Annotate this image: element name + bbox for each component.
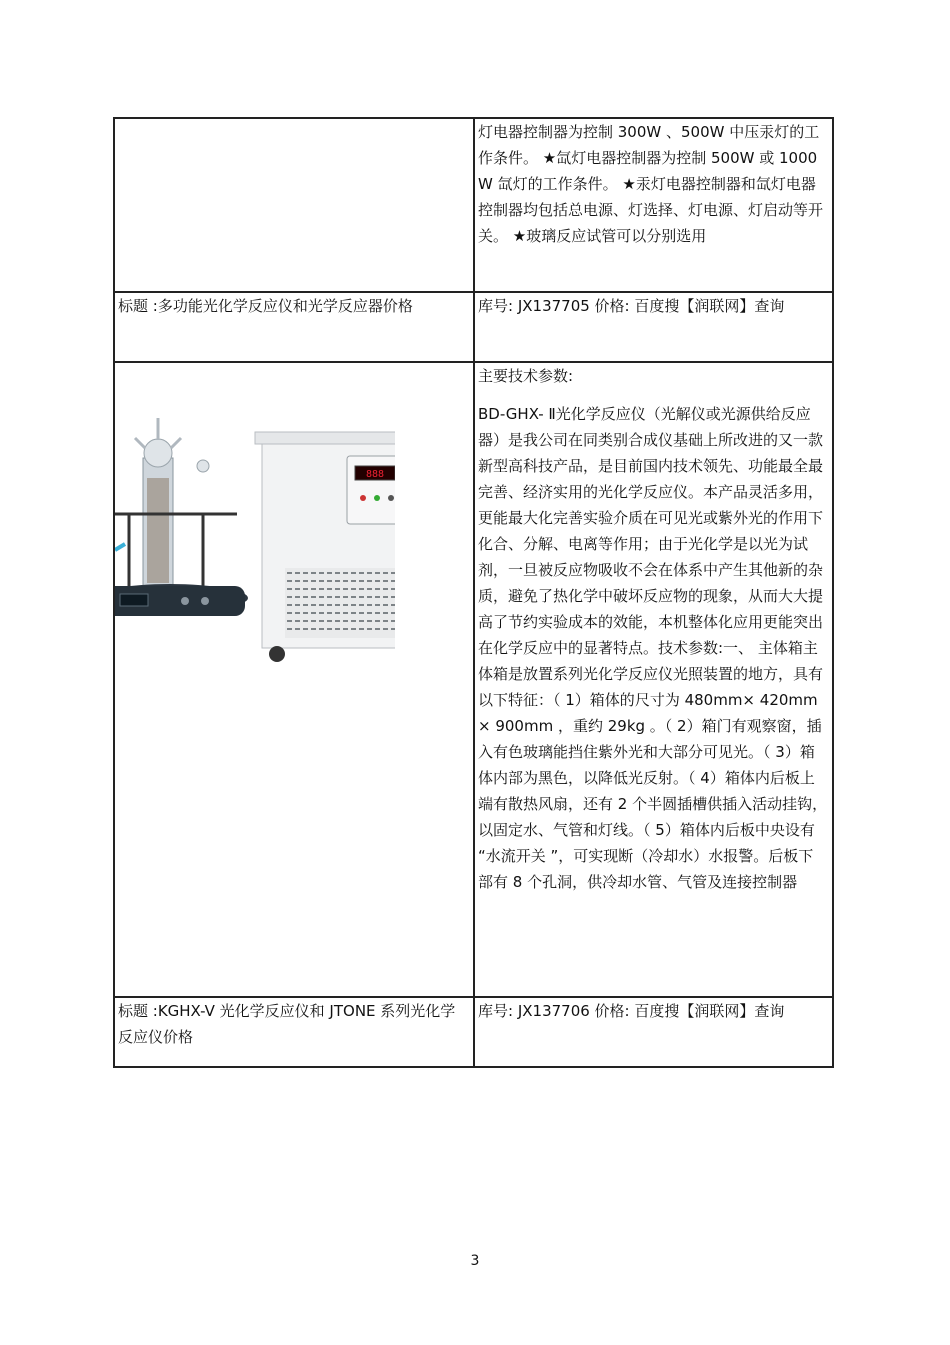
table-row	[114, 292, 833, 362]
spec-body-text: BD-GHX- Ⅱ光化学反应仪（光解仪或光源供给反应器）是我公司在同类别合成仪基础上所改进的又一款新型高科技产品，是目前国内技术领先、功能最全最完善、经济实用的光化学反应仪。本产品灵活多用，更能最大化完善实验介质在可见光或紫外光的作用下化合、分解、电离等作用；由于光化学是以光为试剂，一旦被反应物吸收不会在体系中产生其他新的杂质，避免了热化学中破坏反应物的现象，从而大大提高了节约实验成本的效能，本机整体化应用更能突出在化学反应中的显著特点。技术参数:一、 主体箱主体箱是放置系列光化学反应仪光照装置的地方，具有以下特征：（ 1）箱体的尺寸为 480mm× 420mm× 900mm ，重约 29kg 。（ 2）箱门有观察窗，插入有色玻璃能挡住紫外光和大部分可见光。（ 3）箱体内部为黑色，以降低光反射。（ 4）箱体内后板上端有散热风扇，还有 2 个半圆插槽供插入活动挂钩，以固定水、气管和灯线。（ 5）箱体内后板中央设有 “水流开关 ”，可实现断（冷却水）水报警。后板下部有 8 个孔洞，供冷却水管、气管及连接控制器	[478, 405, 828, 891]
product-image	[115, 418, 395, 718]
page-number: 3	[470, 1253, 480, 1269]
product-stock-price: 库号: JX137706 价格: 百度搜【润联网】查询	[478, 1002, 785, 1020]
table-row	[114, 118, 833, 292]
product-stock-price: 库号: JX137705 价格: 百度搜【润联网】查询	[478, 297, 785, 315]
table-cell	[114, 292, 474, 362]
table-cell	[474, 997, 833, 1067]
table-cell	[474, 362, 833, 997]
reactor-illustration	[115, 418, 248, 616]
table-row	[114, 997, 833, 1067]
product-title: 标题 :多功能光化学反应仪和光学反应器价格	[118, 297, 413, 315]
document-table	[113, 117, 834, 1068]
spec-heading: 主要技术参数:	[478, 367, 574, 385]
control-description-text: 灯电器控制器为控制 300W 、500W 中压汞灯的工作条件。 ★氙灯电器控制器为控制 500W 或 1000W 氙灯的工作条件。 ★汞灯电器控制器和氙灯电器控制器均包括总电源、灯选择、灯电源、灯启动等开关。 ★玻璃反应试管可以分别选用	[478, 123, 824, 245]
chiller-display-readout: 888	[365, 469, 385, 480]
table-cell	[474, 292, 833, 362]
table-cell	[474, 118, 833, 292]
table-cell	[114, 997, 474, 1067]
product-image-cell	[114, 362, 474, 997]
table-row	[114, 362, 833, 997]
chiller-illustration	[255, 432, 395, 662]
product-title: 标题 :KGHX-V 光化学反应仪和 JTONE 系列光化学反应仪价格	[118, 1002, 456, 1046]
table-cell-empty	[114, 118, 474, 292]
